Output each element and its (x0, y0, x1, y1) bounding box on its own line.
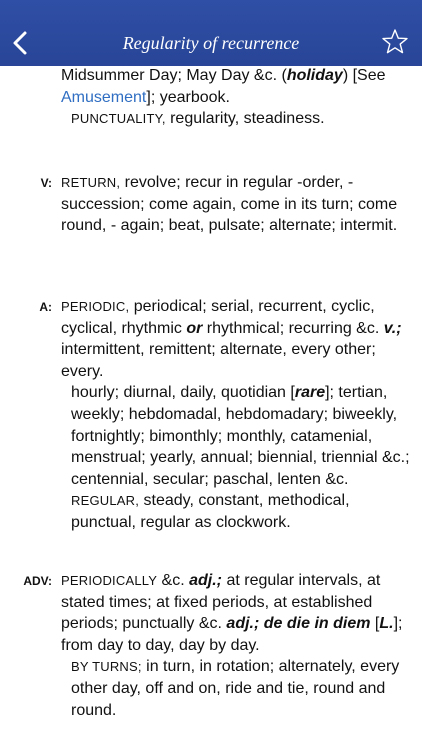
adverb-periodically: PERIODICALLY &c. adj.; at regular intervals, at stated times; at fixed periods, at established periods; punctually &c. adj.; de die in diem [L.]; from day to day, day by day. (61, 572, 403, 654)
adverb-by-turns: BY TURNS; in turn, in rotation; alternately, every other day, off and on, ride and tie, round and round. (71, 658, 400, 719)
link-amusement[interactable]: Amusement (61, 88, 147, 106)
noun-punctuality: PUNCTUALITY, regularity, steadiness. (71, 110, 325, 128)
adjective-hourly: hourly; diurnal, daily, quotidian [rare]; tertian, weekly; hebdomadal, hebdomadary; biweekly, fortnightly; bimonthly; monthly, catamenial, menstrual; yearly, annual; biennial, triennial &c.; centennial, secular; paschal, lenten &c. (71, 384, 410, 488)
adjective-regular: REGULAR, steady, constant, methodical, punctual, regular as clockwork. (71, 492, 350, 531)
navigation-bar (0, 0, 422, 66)
noun-line-1: Midsummer Day; May Day &c. (holiday) [See (61, 67, 386, 84)
pos-label-adjective: A: (39, 300, 52, 314)
adjective-periodic: PERIODIC, periodical; serial, recurrent, cyclic, cyclical, rhythmic or rhythmical; recurring &c. v.; intermittent, remittent; alternate, every other; every. (61, 298, 402, 380)
favorite-button[interactable] (381, 28, 409, 56)
pos-label-verb: V: (40, 176, 52, 190)
noun-line-2: Amusement]; yearbook. (61, 88, 230, 106)
entry-content[interactable] (0, 66, 422, 750)
verb-text: RETURN, revolve; recur in regular -order, - succession; come again, come in its turn; come round, - again; beat, pulsate; alternate; intermit. (61, 174, 398, 235)
page-title: Regularity of recurrence (122, 33, 300, 53)
pos-label-adverb: ADV: (23, 574, 52, 588)
back-button[interactable] (8, 26, 36, 60)
chevron-left-icon (8, 26, 36, 60)
star-outline-icon (381, 28, 409, 56)
